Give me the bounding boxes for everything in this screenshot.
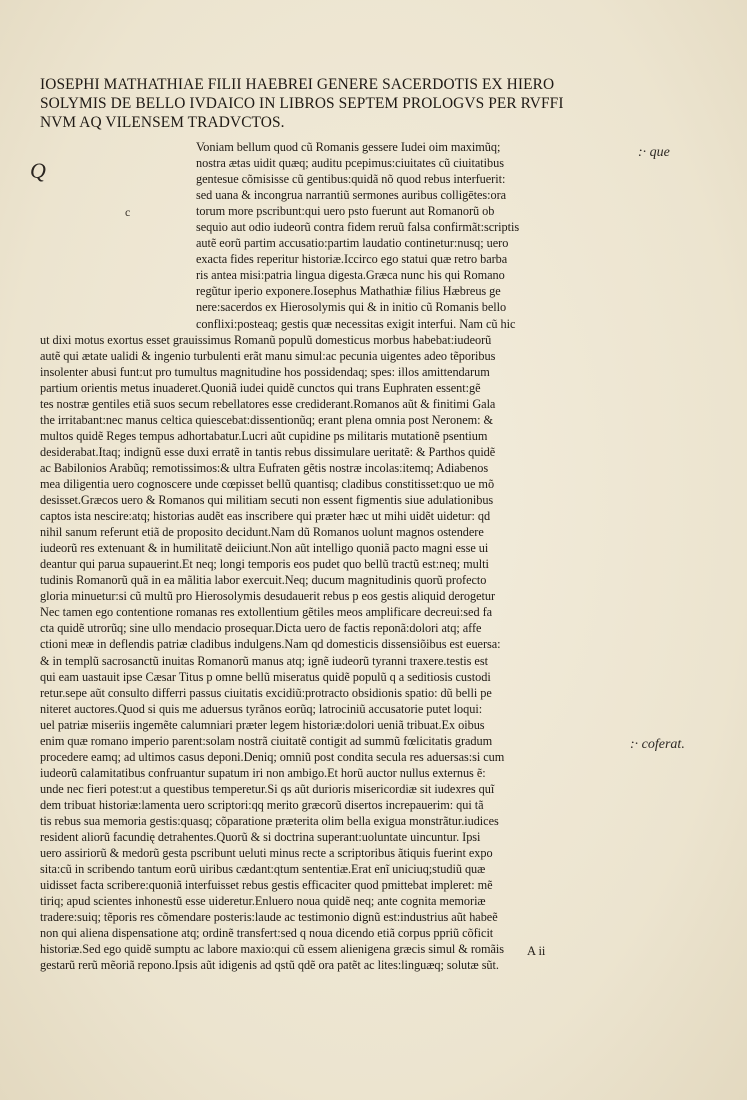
text-line: autẽ qui ætate ualidi & ingenio turbulenti erãt manu simul:ac pecunia uigentes adeo tẽporibus	[40, 348, 496, 363]
text-line: insolenter abusi funt:ut pro tumultus magnitudine hos possidendaq; spes: illos amittendarum	[40, 364, 490, 379]
text-line: Nec tamen ego contentione romanas res extollentium gẽtiles meos amplificare decreui:sed fa	[40, 605, 493, 620]
text-line: procedere eamq; ad ultimos casus deponi.Deniq; omniũ post condita secula res aduersas:si cum	[40, 749, 505, 764]
main-text-block	[40, 139, 600, 973]
text-line: sequio aut odio iudeorũ contra fidem reruũ falsa confirmãt:scriptis	[196, 220, 520, 235]
text-line: retur.sepe aũt consulto differri passus ciuitatis excidiũ:protracto obsidionis spatio: dũ belli pe	[40, 685, 492, 700]
text-line: captos ista nescire:atq; historias audẽt eas inscribere qui præter hæc ut mihi uidẽt uidetur: qd	[40, 509, 491, 524]
text-line: torum more pscribunt:qui uero psto fuerunt aut Romanorũ ob	[196, 204, 495, 219]
text-line: exacta fides reperitur historiæ.Iccirco ego statui quæ retro barba	[196, 252, 508, 267]
text-line: sita:cũ in scribendo tantum eorũ uiribus cædant:qtum sententiæ.Erat enĩ uniciuq;studiũ quæ	[40, 862, 486, 877]
text-line: iudeorũ res extenuant & in humilitatẽ deiiciunt.Non aũt intelligo quoniã pacto magni esse ui	[40, 541, 489, 556]
text-line: dem tribuat historiæ:lamenta uero scriptori:qq merito græcorũ disertos increpauerim: qui tã	[40, 797, 484, 812]
text-line: historiæ.Sed ego quidẽ sumptu ac labore maxio:qui cũ essem alienigena græcis simul & romãis	[40, 942, 505, 957]
text-line: tes nostræ gentiles etiã suos secum rebellatores esse crediderant.Romanos aũt & finitimi Gala	[40, 396, 496, 411]
text-line: the irritabant:nec manus celtica quiescebat:dissentionũq; erant plena omnia post Neronem: &	[40, 412, 494, 427]
text-line: ris antea misi:patria lingua digesta.Græca nunc his qui Romano	[196, 268, 505, 283]
text-line: & in templũ sacrosanctũ inuitas Romanorũ manus atq; ignẽ iudeorũ tyranni traxere.testis est	[40, 653, 488, 668]
text-line: gentesue cõmisisse cũ gentibus:quidã nõ quod rebus interfuerit:	[196, 172, 506, 187]
text-line: uero assiriorũ & medorũ gesta pscribunt ueluti minus recte a scriptoribus ãtiquis fuerint expo	[40, 846, 493, 861]
heading-block	[40, 75, 620, 132]
text-line: niteret auctores.Quod si quis me aduersus tyrãnos eorũq; latrociniũ accusatorie putet loqui:	[40, 701, 483, 716]
text-line: non qui aliena dispensatione atq; ordinẽ transfert:sed q noua dicendo etiã corpus ppriũ cõficit	[40, 926, 494, 941]
heading-line-3: NVM AQ VILENSEM TRADVCTOS.	[40, 114, 285, 131]
text-line: regũtur iperio exponere.Iosephus Mathathiæ filius Hæbreus ge	[196, 284, 501, 299]
stray-mark: c	[125, 205, 131, 219]
text-line: iudeorũ calamitatibus confruantur supatum iri non ambigo.Et horũ auctor nullus externus ẽ:	[40, 765, 486, 780]
text-line: qui eam uastauit ipse Cæsar Titus p omne bellũ miseratus quidẽ populũ q a seditiosis custodi	[40, 669, 491, 684]
signature-mark: A ii	[527, 944, 546, 958]
text-line: gloria minuetur:si cũ multũ pro Hierosolymis desudauerit rebus p eos gestis aliquid derogetur	[40, 589, 496, 604]
text-line: autẽ eorũ partim accusatio:partim laudatio continetur:nusq; uero	[196, 236, 509, 251]
text-line: tis rebus sua memoria gestis:quasq; cõparatione præterita olim bella exigua monstrãtur.iudices	[40, 813, 499, 828]
text-line: partium orientis metus inuaderet.Quoniã iudei quidẽ cunctos qui trans Euphraten essent:gẽ	[40, 380, 481, 395]
text-line: resident aliorũ facundię detrahentes.Quorũ & si doctrina superant:uoluntate uincuntur. Ipsi	[40, 830, 481, 845]
heading-line-1: IOSEPHI MATHATHIAE FILII HAEBREI GENERE SACERDOTIS EX HIERO	[40, 76, 555, 93]
text-line: uidisset facta scribere:quoniã interfuisset rebus gestis efficaciter quod pmittebat impleret: mẽ	[40, 878, 493, 893]
text-line: deantur qui parua supauerint.Et neq; longi temporis eos pudet quo bellũ tractũ est:neq; multi	[40, 557, 489, 572]
text-line: enim quæ romano imperio parent:solam nostrã ciuitatẽ contigit ad summũ fœlicitatis gradum	[40, 733, 493, 748]
text-line: desisset.Græcos uero & Romanos qui militiam secuti non essent figmentis siue adulationibus	[40, 493, 494, 508]
text-line: sed uana & incongrua narrantiũ sermones auribus colligētes:ora	[196, 188, 507, 203]
text-line: desiderabat.Itaq; indignũ esse duxi erratẽ in tantis rebus dissimulare ueritatẽ: & Parthos quidẽ	[40, 444, 496, 459]
guide-letter: Q	[30, 158, 46, 183]
heading-line-2: SOLYMIS DE BELLO IVDAICO IN LIBROS SEPTEM PROLOGVS PER RVFFI	[40, 95, 564, 112]
text-line: conflixi:posteaq; gestis quæ necessitas exigit interfui. Nam cũ hic	[196, 316, 516, 331]
marginal-note-1: :· que	[638, 145, 670, 160]
text-line: nere:sacerdos ex Hierosolymis qui & in initio cũ Romanis bello	[196, 300, 507, 315]
text-line: mea diligentia uero cognoscere unde cœpisset bellũ quantisq; cladibus constitisset:quo ue mõ	[40, 476, 495, 491]
text-line: multos quidẽ Reges tempus adhortabatur.Lucri aũt cupidine ps militaris mutationẽ psentium	[40, 428, 488, 443]
text-line: gestarũ rerũ mẽoriã repono.Ipsis aũt idigenis ad qstũ qdẽ ora patẽt ac lites:linguæq; solutæ sũt.	[40, 958, 499, 973]
text-line: unde nec fieri potest:ut a questibus temperetur.Si qs aũt durioris misericordiæ sit iudexres quĩ	[40, 781, 495, 796]
text-line: ctioni meæ in deflendis patriæ cladibus indulgens.Nam qd domesticis dissensiõibus est euersa:	[40, 637, 501, 652]
text-line: uel patriæ miseriis ingemẽte calumniari præter legem historiæ:dolori ueniã tribuat.Ex oibus	[40, 717, 485, 732]
text-line: tiriq; apud scientes inhonestũ esse uideretur.Enluero noua quidẽ neq; ante cognita memoriæ	[40, 894, 486, 909]
text-line: cta quidẽ utrorũq; sine ullo mendacio prosequar.Dicta uero de factis reponã:dolori atq; affe	[40, 621, 482, 636]
text-line: nostra ætas uidit quæq; auditu pcepimus:ciuitates cũ ciuitatibus	[196, 156, 504, 171]
text-line: tudinis Romanorũ quã in ea mãlitia labor exercuit.Neq; ducum magnitudinis quorũ profecto	[40, 573, 487, 588]
text-line: ac Babilonios Arabũq; remotissimos:& ultra Eufraten gẽtis nostræ incolas:itemq; Adiabenos	[40, 460, 489, 475]
text-line: tradere:suiq; tẽporis res cõmendare posteris:laude ac testimonio dignũ est:industrius aũt habeẽ	[40, 910, 498, 925]
marginal-note-2: :· coferat.	[630, 737, 685, 752]
text-line: ut dixi motus exortus esset grauissimus Romanũ populũ domesticus morbus habebat:iudeorũ	[40, 332, 492, 347]
text-line: Voniam bellum quod cũ Romanis gessere Iudei oim maximũq;	[196, 140, 501, 154]
text-line: nihil sanum referunt etiã de proposito decidunt.Nam dũ Romanos uolunt magnos ostendere	[40, 525, 484, 540]
